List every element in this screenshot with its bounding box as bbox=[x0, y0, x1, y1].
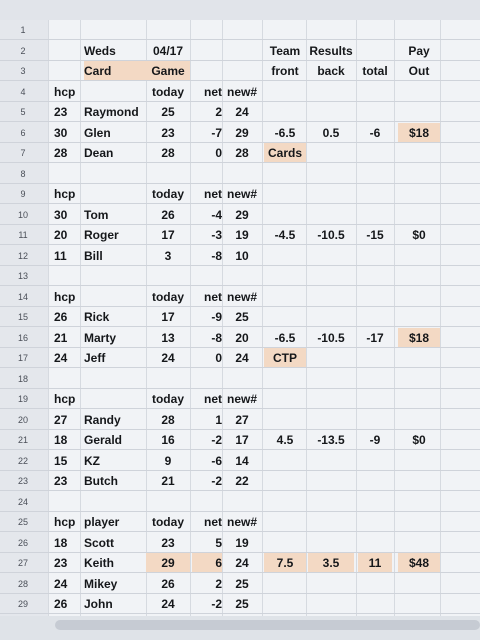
row-number[interactable]: 21 bbox=[17, 435, 28, 445]
cell-e[interactable]: 25 bbox=[235, 576, 249, 591]
cell-a[interactable]: 28 bbox=[54, 146, 68, 160]
cell-b[interactable]: Butch bbox=[84, 474, 118, 488]
cell-d[interactable]: 2 bbox=[215, 105, 222, 119]
cell-c[interactable]: 21 bbox=[161, 474, 175, 488]
row-number[interactable]: 13 bbox=[17, 271, 28, 281]
cell-c[interactable]: 26 bbox=[161, 207, 175, 222]
cell-g[interactable]: 3.5 bbox=[308, 553, 354, 572]
cell-h[interactable]: -17 bbox=[366, 330, 384, 345]
cell-c[interactable]: Game bbox=[146, 61, 190, 80]
row-number[interactable]: 11 bbox=[18, 230, 28, 240]
cell-c[interactable]: 23 bbox=[161, 535, 175, 550]
cell-d[interactable]: 6 bbox=[192, 553, 222, 572]
row-number[interactable]: 22 bbox=[17, 455, 28, 466]
cell-e[interactable]: 25 bbox=[235, 597, 249, 611]
table-row bbox=[0, 328, 480, 348]
table-row bbox=[0, 307, 480, 327]
cell-e[interactable]: new# bbox=[226, 289, 257, 304]
cell-e[interactable]: 24 bbox=[235, 105, 249, 119]
cell-b[interactable]: Bill bbox=[84, 248, 103, 263]
cell-h[interactable]: -15 bbox=[366, 228, 384, 242]
cell-a[interactable]: hcp bbox=[54, 515, 76, 529]
cell-d[interactable]: net bbox=[204, 392, 222, 406]
row-number[interactable]: 19 bbox=[17, 394, 28, 404]
row-number[interactable]: 17 bbox=[17, 353, 28, 363]
cell-b[interactable]: Marty bbox=[84, 330, 117, 345]
cell-b[interactable]: Weds bbox=[84, 43, 116, 58]
table-row bbox=[0, 123, 480, 143]
cell-i[interactable]: $48 bbox=[398, 553, 440, 572]
table-row bbox=[0, 451, 480, 471]
cell-f[interactable]: 4.5 bbox=[276, 433, 294, 447]
cell-e[interactable]: new# bbox=[226, 515, 257, 529]
cell-a[interactable]: 11 bbox=[54, 248, 67, 263]
cell-c[interactable]: 16 bbox=[161, 433, 175, 447]
cell-c[interactable]: today bbox=[151, 392, 184, 406]
table-row bbox=[0, 574, 480, 594]
cell-d[interactable]: 5 bbox=[215, 535, 222, 550]
cell-i[interactable]: Out bbox=[408, 64, 430, 78]
table-row bbox=[0, 594, 480, 614]
cell-b[interactable]: Mikey bbox=[84, 576, 118, 591]
cell-e[interactable]: 17 bbox=[235, 433, 249, 447]
cell-c[interactable]: 25 bbox=[161, 105, 175, 119]
cell-f[interactable]: -6.5 bbox=[274, 125, 296, 140]
cell-e[interactable]: 27 bbox=[235, 412, 249, 427]
cell-f[interactable]: CTP bbox=[264, 348, 306, 367]
cell-a[interactable]: 24 bbox=[54, 351, 68, 365]
cell-e[interactable]: 28 bbox=[235, 146, 249, 160]
cell-i[interactable]: $18 bbox=[398, 123, 440, 142]
cell-c[interactable]: 28 bbox=[161, 146, 175, 160]
cell-d[interactable]: -3 bbox=[211, 228, 222, 242]
cell-f[interactable]: -4.5 bbox=[274, 228, 296, 242]
cell-i[interactable]: $0 bbox=[412, 433, 426, 447]
row-number[interactable]: 25 bbox=[17, 517, 28, 527]
horizontal-scrollbar[interactable] bbox=[55, 620, 480, 630]
cell-f[interactable]: Team bbox=[269, 43, 301, 58]
cell-c[interactable]: 04/17 bbox=[152, 43, 184, 58]
cell-a[interactable]: 27 bbox=[54, 412, 68, 427]
row-number[interactable]: 16 bbox=[17, 332, 28, 343]
table-row bbox=[0, 246, 480, 266]
cell-b[interactable]: Rick bbox=[84, 310, 110, 324]
cell-c[interactable]: today bbox=[151, 187, 184, 201]
cell-e[interactable]: 19 bbox=[235, 228, 249, 242]
row-number[interactable]: 29 bbox=[17, 599, 28, 609]
cell-d[interactable]: net bbox=[204, 187, 222, 201]
table-row bbox=[0, 205, 480, 225]
cell-f[interactable]: Cards bbox=[264, 143, 306, 162]
cell-d[interactable]: 0 bbox=[215, 351, 222, 365]
cell-g[interactable]: back bbox=[317, 64, 345, 78]
cell-g[interactable]: -10.5 bbox=[317, 330, 345, 345]
cell-f[interactable]: front bbox=[271, 64, 299, 78]
cell-b[interactable]: Scott bbox=[84, 535, 114, 550]
cell-a[interactable]: 18 bbox=[54, 535, 68, 550]
cell-b[interactable]: Jeff bbox=[84, 351, 106, 365]
cell-e[interactable]: 14 bbox=[235, 453, 249, 468]
cell-c[interactable]: 28 bbox=[161, 412, 175, 427]
cell-g[interactable]: Results bbox=[309, 43, 353, 58]
row-number[interactable]: 7 bbox=[20, 148, 26, 158]
cell-d[interactable]: net bbox=[204, 84, 222, 99]
table-row bbox=[0, 184, 480, 204]
cell-h[interactable]: -9 bbox=[369, 433, 381, 447]
cell-b[interactable]: Roger bbox=[84, 228, 119, 242]
row-number[interactable]: 20 bbox=[17, 414, 28, 425]
cell-i[interactable]: Pay bbox=[408, 43, 430, 58]
cell-d[interactable]: -8 bbox=[211, 330, 222, 345]
cell-a[interactable]: 30 bbox=[54, 207, 68, 222]
row-number[interactable]: 9 bbox=[20, 189, 26, 199]
cell-d[interactable]: -6 bbox=[211, 453, 222, 468]
cell-b[interactable]: John bbox=[84, 597, 113, 611]
cell-a[interactable]: hcp bbox=[54, 187, 76, 201]
row-number[interactable]: 23 bbox=[17, 476, 28, 486]
cell-c[interactable]: 13 bbox=[161, 330, 175, 345]
cell-e[interactable]: 24 bbox=[235, 556, 249, 570]
cell-f[interactable]: -6.5 bbox=[274, 330, 296, 345]
cell-b[interactable]: Raymond bbox=[84, 105, 139, 119]
cell-i[interactable]: $0 bbox=[412, 228, 426, 242]
cell-a[interactable]: 26 bbox=[54, 597, 68, 611]
table-row bbox=[0, 102, 480, 122]
table-row bbox=[0, 410, 480, 430]
cell-h[interactable]: -6 bbox=[369, 125, 381, 140]
row-number[interactable]: 26 bbox=[17, 537, 28, 548]
cell-d[interactable]: 0 bbox=[215, 146, 222, 160]
cell-d[interactable]: -9 bbox=[211, 310, 222, 324]
cell-b[interactable]: Dean bbox=[84, 146, 114, 160]
cell-d[interactable]: net bbox=[204, 515, 222, 529]
table-row bbox=[0, 369, 480, 389]
cell-a[interactable]: 23 bbox=[54, 105, 68, 119]
row-number[interactable]: 27 bbox=[17, 558, 28, 568]
row-number[interactable]: 4 bbox=[20, 86, 26, 97]
cell-b[interactable]: KZ bbox=[84, 453, 100, 468]
table-row bbox=[0, 287, 480, 307]
cell-c[interactable]: 3 bbox=[164, 248, 172, 263]
cell-e[interactable]: 22 bbox=[235, 474, 249, 488]
cell-b[interactable]: Randy bbox=[84, 412, 121, 427]
table-row bbox=[0, 492, 480, 512]
cell-b[interactable]: Keith bbox=[84, 556, 114, 570]
cell-c[interactable]: today bbox=[151, 289, 184, 304]
table-row bbox=[0, 348, 480, 368]
row-number[interactable]: 28 bbox=[17, 578, 28, 589]
cell-h[interactable]: 11 bbox=[358, 553, 392, 572]
cell-a[interactable]: 30 bbox=[54, 125, 68, 140]
cell-b[interactable]: Tom bbox=[84, 207, 109, 222]
table-row bbox=[0, 61, 480, 81]
cell-c[interactable]: today bbox=[151, 515, 184, 529]
row-number[interactable]: 12 bbox=[17, 250, 28, 261]
cell-e[interactable]: 20 bbox=[235, 330, 249, 345]
cell-b[interactable]: Gerald bbox=[84, 433, 123, 447]
cell-h[interactable]: total bbox=[362, 64, 388, 78]
row-number[interactable]: 6 bbox=[20, 127, 26, 138]
table-row bbox=[0, 430, 480, 450]
row-number[interactable]: 1 bbox=[20, 25, 26, 35]
cell-a[interactable]: hcp bbox=[54, 289, 76, 304]
cell-g[interactable]: 0.5 bbox=[322, 125, 340, 140]
cell-d[interactable]: 1 bbox=[215, 412, 222, 427]
table-row bbox=[0, 533, 480, 553]
table-row bbox=[0, 553, 480, 573]
cell-e[interactable]: 29 bbox=[235, 125, 249, 140]
table-row bbox=[0, 82, 480, 102]
cell-e[interactable]: 10 bbox=[235, 248, 249, 263]
cell-e[interactable]: new# bbox=[226, 187, 257, 201]
cell-d[interactable]: -4 bbox=[211, 207, 222, 222]
table-row bbox=[0, 164, 480, 184]
row-number[interactable]: 3 bbox=[20, 66, 26, 76]
table-row bbox=[0, 389, 480, 409]
cell-d[interactable]: net bbox=[204, 289, 222, 304]
cell-a[interactable]: 20 bbox=[54, 228, 68, 242]
table-row bbox=[0, 266, 480, 286]
cell-d[interactable]: 2 bbox=[215, 576, 222, 591]
cell-a[interactable]: hcp bbox=[54, 392, 76, 406]
cell-c[interactable]: 23 bbox=[161, 125, 175, 140]
cell-d[interactable]: -2 bbox=[211, 474, 222, 488]
cell-b[interactable]: Glen bbox=[84, 125, 111, 140]
cell-c[interactable]: 9 bbox=[164, 453, 172, 468]
cell-d[interactable]: -7 bbox=[211, 125, 222, 140]
row-number[interactable]: 2 bbox=[20, 45, 26, 56]
cell-c[interactable]: 24 bbox=[161, 351, 175, 365]
cell-c[interactable]: today bbox=[151, 84, 184, 99]
cell-b[interactable]: Card bbox=[84, 61, 146, 80]
row-number[interactable]: 5 bbox=[20, 107, 26, 117]
cell-a[interactable]: 23 bbox=[54, 474, 68, 488]
cell-c[interactable]: 26 bbox=[161, 576, 175, 591]
column-header-bar bbox=[0, 0, 480, 21]
table-row bbox=[0, 225, 480, 245]
row-number[interactable]: 18 bbox=[17, 373, 28, 384]
cell-a[interactable]: 15 bbox=[54, 453, 68, 468]
row-number[interactable]: 8 bbox=[20, 168, 26, 179]
cell-b[interactable]: player bbox=[84, 515, 120, 529]
cell-a[interactable]: 18 bbox=[54, 433, 68, 447]
row-number[interactable]: 15 bbox=[17, 312, 28, 322]
row-number[interactable]: 24 bbox=[17, 496, 28, 507]
cell-c[interactable]: 17 bbox=[161, 228, 175, 242]
cell-c[interactable]: 29 bbox=[146, 553, 190, 572]
cell-c[interactable]: 24 bbox=[161, 597, 175, 611]
cell-e[interactable]: 25 bbox=[235, 310, 249, 324]
row-number[interactable]: 10 bbox=[17, 209, 28, 220]
cell-c[interactable]: 17 bbox=[161, 310, 175, 324]
row-number[interactable]: 14 bbox=[17, 291, 28, 302]
cell-e[interactable]: new# bbox=[226, 392, 257, 406]
cell-d[interactable]: -2 bbox=[211, 433, 222, 447]
cell-e[interactable]: 24 bbox=[235, 351, 249, 365]
cell-g[interactable]: -13.5 bbox=[317, 433, 345, 447]
cell-d[interactable]: -2 bbox=[211, 597, 222, 611]
table-row bbox=[0, 41, 480, 61]
cell-f[interactable]: 7.5 bbox=[264, 553, 306, 572]
cell-g[interactable]: -10.5 bbox=[317, 228, 345, 242]
cell-a[interactable]: hcp bbox=[54, 84, 76, 99]
table-row bbox=[0, 143, 480, 163]
cell-i[interactable]: $18 bbox=[398, 328, 440, 347]
cell-a[interactable]: 23 bbox=[54, 556, 68, 570]
cell-e[interactable]: 19 bbox=[235, 535, 249, 550]
cell-a[interactable]: 26 bbox=[54, 310, 68, 324]
cell-a[interactable]: 21 bbox=[54, 330, 68, 345]
table-row bbox=[0, 20, 480, 40]
cell-e[interactable]: 29 bbox=[235, 207, 249, 222]
cell-d[interactable]: -8 bbox=[211, 248, 222, 263]
cell-e[interactable]: new# bbox=[226, 84, 257, 99]
cell-a[interactable]: 24 bbox=[54, 576, 68, 591]
table-row bbox=[0, 512, 480, 532]
table-row bbox=[0, 471, 480, 491]
